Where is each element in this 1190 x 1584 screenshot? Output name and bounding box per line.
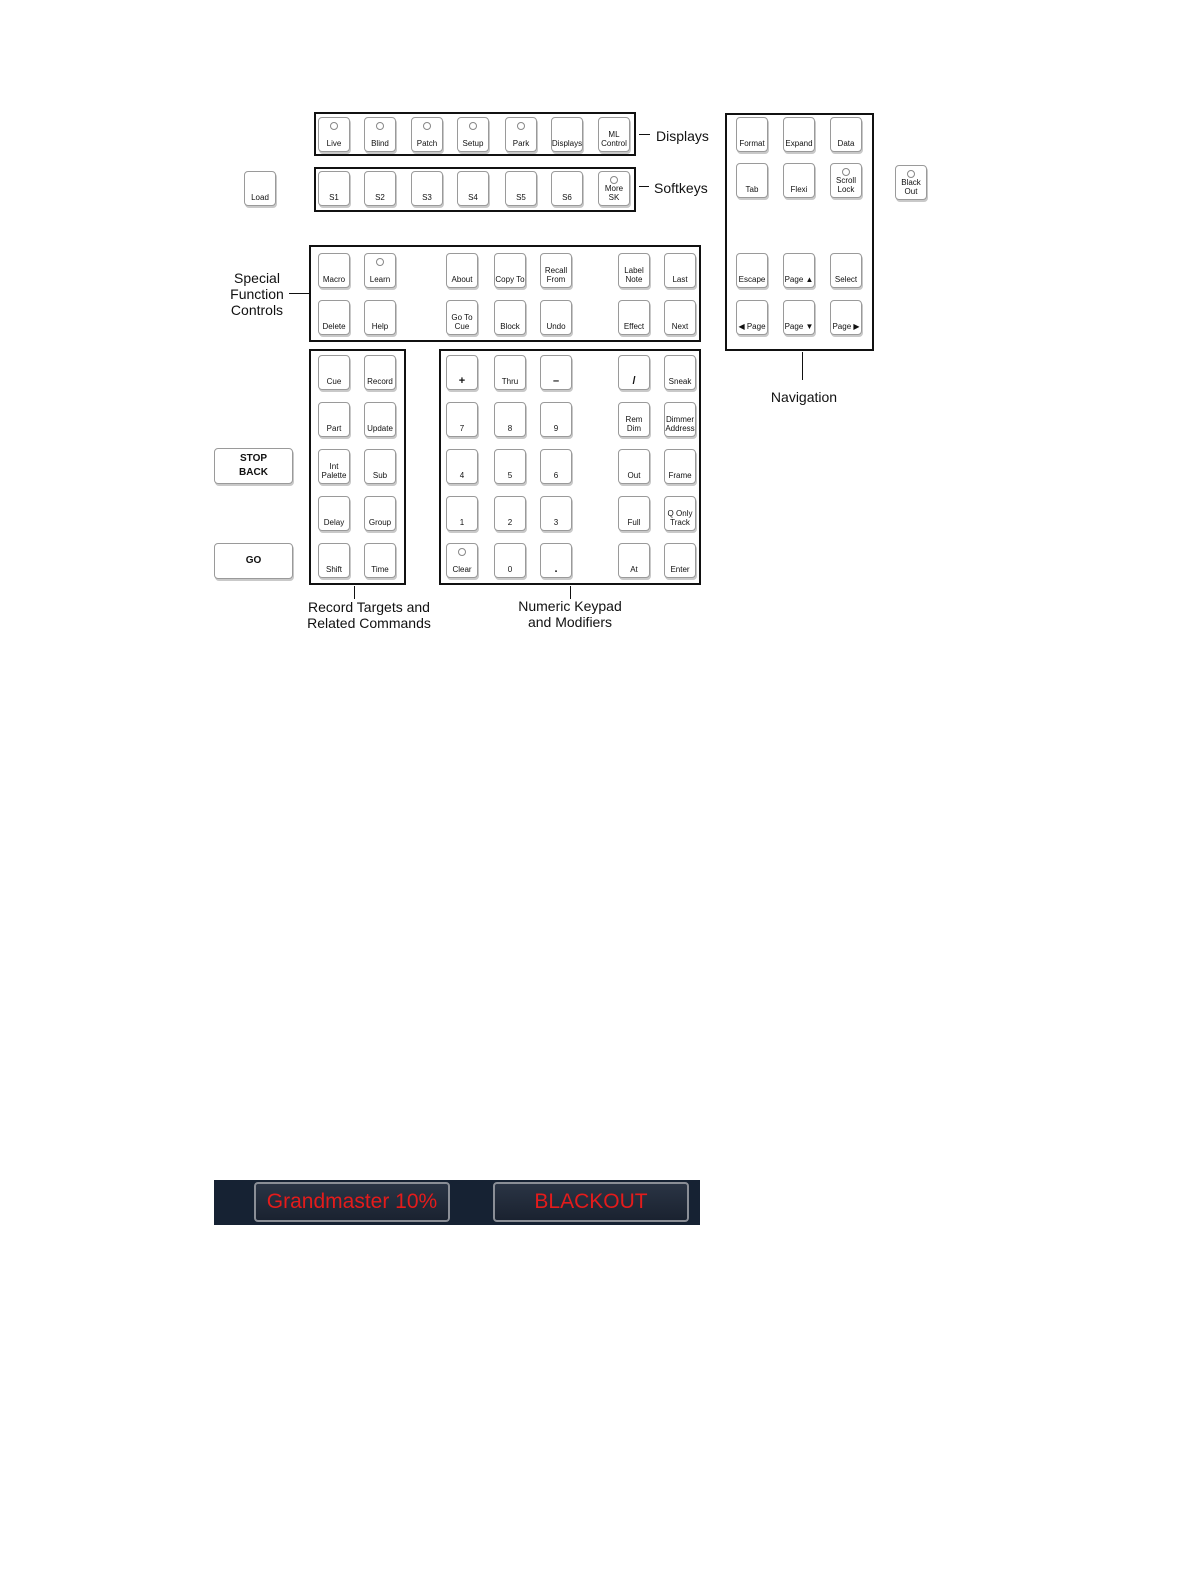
- digit-6-key[interactable]: [540, 449, 572, 484]
- key-label: 4: [459, 471, 465, 480]
- q-only-track-key[interactable]: [664, 496, 696, 531]
- decimal-point-key[interactable]: [540, 543, 572, 578]
- key-label: S2: [375, 193, 385, 202]
- softkey-s3[interactable]: [411, 171, 443, 206]
- key-label: /: [632, 375, 636, 387]
- stop-back-label: STOP BACK: [239, 453, 268, 478]
- key-label: Format: [739, 139, 765, 148]
- sub-key[interactable]: [364, 449, 396, 484]
- patch-key[interactable]: [411, 117, 443, 152]
- key-label: About: [451, 275, 473, 284]
- key-label: Macro: [322, 275, 346, 284]
- key-label: Tab: [745, 185, 759, 194]
- key-label: Undo: [546, 322, 566, 331]
- key-label: 8: [507, 424, 513, 433]
- key-label: Shift: [325, 565, 342, 574]
- live-key[interactable]: [318, 117, 350, 152]
- key-label: Page ▶: [832, 322, 860, 331]
- softkey-s5[interactable]: [505, 171, 537, 206]
- key-label: Out: [627, 471, 641, 480]
- key-label: S6: [562, 193, 572, 202]
- displays-caption: Displays: [656, 128, 709, 144]
- key-label: Last: [672, 275, 688, 284]
- key-label: Sub: [372, 471, 388, 480]
- key-label: S3: [422, 193, 432, 202]
- escape-key[interactable]: [736, 253, 768, 288]
- displays-key[interactable]: [551, 117, 583, 152]
- key-label: Flexi: [790, 185, 808, 194]
- key-label: –: [552, 375, 560, 387]
- clear-key[interactable]: [446, 543, 478, 578]
- key-label: Part: [326, 424, 342, 433]
- digit-1-key[interactable]: [446, 496, 478, 531]
- key-label: Int Palette: [321, 462, 347, 480]
- key-label: Label Note: [624, 266, 644, 284]
- black-out-led: [907, 170, 915, 178]
- key-label: +: [458, 375, 466, 387]
- digit-2-key[interactable]: [494, 496, 526, 531]
- special-function-leader-line: [289, 293, 309, 294]
- softkey-s2[interactable]: [364, 171, 396, 206]
- key-label: More SK: [604, 184, 624, 202]
- recall-from-key[interactable]: [540, 253, 572, 288]
- page-up-key[interactable]: [783, 253, 815, 288]
- navigation-caption: Navigation: [770, 389, 838, 405]
- key-label: Copy To: [495, 275, 525, 284]
- shift-key[interactable]: [318, 543, 350, 578]
- key-label: Rem Dim: [625, 415, 643, 433]
- status-bar: [214, 1180, 700, 1225]
- key-label: At: [630, 565, 638, 574]
- out-key[interactable]: [618, 449, 650, 484]
- key-label: Go To Cue: [451, 313, 473, 331]
- key-label: Page ▲: [784, 275, 814, 284]
- displays-leader-line: [639, 134, 650, 135]
- key-label: 1: [459, 518, 465, 527]
- delay-key[interactable]: [318, 496, 350, 531]
- key-label: Effect: [623, 322, 645, 331]
- record-leader-line: [354, 586, 355, 599]
- copy-to-key[interactable]: [494, 253, 526, 288]
- next-key[interactable]: [664, 300, 696, 335]
- key-label: ML Control: [601, 130, 627, 148]
- stop-back-button[interactable]: [214, 448, 293, 484]
- patch-led: [423, 122, 431, 130]
- key-label: Record: [367, 377, 393, 386]
- key-label: Clear: [452, 565, 472, 574]
- more-softkeys-key[interactable]: [598, 171, 630, 206]
- digit-5-key[interactable]: [494, 449, 526, 484]
- learn-key[interactable]: [364, 253, 396, 288]
- key-label: Next: [671, 322, 689, 331]
- key-label: .: [554, 563, 558, 575]
- key-label: Blind: [371, 139, 389, 148]
- key-label: 6: [553, 471, 559, 480]
- key-label: Dimmer Address: [665, 415, 695, 433]
- key-label: Scroll Lock: [835, 176, 856, 194]
- blind-key[interactable]: [364, 117, 396, 152]
- setup-key[interactable]: [457, 117, 489, 152]
- label-note-key[interactable]: [618, 253, 650, 288]
- key-label: Full: [627, 518, 641, 527]
- digit-0-key[interactable]: [494, 543, 526, 578]
- plus-key[interactable]: [446, 355, 478, 390]
- key-label: Page ▼: [784, 322, 814, 331]
- blind-led: [376, 122, 384, 130]
- learn-led: [376, 258, 384, 266]
- scroll-lock-key[interactable]: [830, 163, 862, 198]
- select-key[interactable]: [830, 253, 862, 288]
- key-label: Group: [368, 518, 392, 527]
- key-label: S5: [516, 193, 526, 202]
- digit-8-key[interactable]: [494, 402, 526, 437]
- update-key[interactable]: [364, 402, 396, 437]
- record-targets-caption: Record Targets and Related Commands: [307, 599, 431, 631]
- data-key[interactable]: [830, 117, 862, 152]
- key-label: Setup: [462, 139, 484, 148]
- key-label: Q Only Track: [667, 509, 693, 527]
- expand-key[interactable]: [783, 117, 815, 152]
- softkeys-caption: Softkeys: [654, 180, 708, 196]
- key-label: Expand: [785, 139, 813, 148]
- key-label: Delete: [322, 322, 346, 331]
- key-label: Load: [251, 193, 269, 202]
- tab-key[interactable]: [736, 163, 768, 198]
- key-label: Enter: [670, 565, 690, 574]
- more-sk-led: [610, 176, 618, 184]
- key-label: Time: [371, 565, 389, 574]
- key-label: Live: [326, 139, 342, 148]
- full-key[interactable]: [618, 496, 650, 531]
- time-key[interactable]: [364, 543, 396, 578]
- live-led: [330, 122, 338, 130]
- last-key[interactable]: [664, 253, 696, 288]
- record-key[interactable]: [364, 355, 396, 390]
- key-label: Escape: [738, 275, 766, 284]
- digit-4-key[interactable]: [446, 449, 478, 484]
- key-label: Thru: [501, 377, 519, 386]
- frame-key[interactable]: [664, 449, 696, 484]
- about-key[interactable]: [446, 253, 478, 288]
- cue-key[interactable]: [318, 355, 350, 390]
- go-to-cue-key[interactable]: [446, 300, 478, 335]
- key-label: Update: [367, 424, 393, 433]
- key-label: 7: [459, 424, 465, 433]
- undo-key[interactable]: [540, 300, 572, 335]
- thru-key[interactable]: [494, 355, 526, 390]
- key-label: 5: [507, 471, 513, 480]
- key-label: Black Out: [901, 178, 921, 196]
- page-down-key[interactable]: [783, 300, 815, 335]
- key-label: 2: [507, 518, 513, 527]
- grandmaster-indicator[interactable]: Grandmaster 10%: [254, 1182, 450, 1222]
- go-button[interactable]: [214, 543, 293, 579]
- blackout-indicator[interactable]: BLACKOUT: [493, 1182, 689, 1222]
- key-label: Patch: [416, 139, 438, 148]
- digit-7-key[interactable]: [446, 402, 478, 437]
- macro-key[interactable]: [318, 253, 350, 288]
- slash-key[interactable]: [618, 355, 650, 390]
- format-key[interactable]: [736, 117, 768, 152]
- park-led: [517, 122, 525, 130]
- key-label: Frame: [668, 471, 692, 480]
- key-label: Data: [837, 139, 855, 148]
- key-label: Displays: [551, 139, 583, 148]
- key-label: Help: [371, 322, 389, 331]
- go-label: GO: [245, 555, 262, 566]
- at-key[interactable]: [618, 543, 650, 578]
- key-label: 9: [553, 424, 559, 433]
- scroll-lock-led: [842, 168, 850, 176]
- key-label: S4: [468, 193, 478, 202]
- page-right-key[interactable]: [830, 300, 862, 335]
- rem-dim-key[interactable]: [618, 402, 650, 437]
- softkey-s1[interactable]: [318, 171, 350, 206]
- numeric-keypad-caption: Numeric Keypad and Modifiers: [518, 598, 622, 630]
- sneak-key[interactable]: [664, 355, 696, 390]
- dimmer-address-key[interactable]: [664, 402, 696, 437]
- minus-key[interactable]: [540, 355, 572, 390]
- help-key[interactable]: [364, 300, 396, 335]
- effect-key[interactable]: [618, 300, 650, 335]
- key-label: Sneak: [668, 377, 692, 386]
- key-label: ◀ Page: [738, 322, 766, 331]
- key-label: Delay: [323, 518, 345, 527]
- key-label: 0: [507, 565, 513, 574]
- delete-key[interactable]: [318, 300, 350, 335]
- digit-9-key[interactable]: [540, 402, 572, 437]
- key-label: Learn: [369, 275, 391, 284]
- key-label: Cue: [326, 377, 342, 386]
- key-label: Recall From: [544, 266, 568, 284]
- black-out-key[interactable]: [895, 165, 927, 200]
- setup-led: [469, 122, 477, 130]
- enter-key[interactable]: [664, 543, 696, 578]
- load-key[interactable]: [244, 171, 276, 206]
- park-key[interactable]: [505, 117, 537, 152]
- key-label: Select: [834, 275, 858, 284]
- int-palette-key[interactable]: [318, 449, 350, 484]
- flexi-key[interactable]: [783, 163, 815, 198]
- block-key[interactable]: [494, 300, 526, 335]
- softkey-s6[interactable]: [551, 171, 583, 206]
- digit-3-key[interactable]: [540, 496, 572, 531]
- page-left-key[interactable]: [736, 300, 768, 335]
- key-label: 3: [553, 518, 559, 527]
- softkey-s4[interactable]: [457, 171, 489, 206]
- special-function-caption: Special Function Controls: [230, 270, 284, 318]
- key-label: Block: [500, 322, 520, 331]
- key-label: Park: [512, 139, 530, 148]
- part-key[interactable]: [318, 402, 350, 437]
- softkeys-leader-line: [639, 186, 649, 187]
- ml-control-key[interactable]: [598, 117, 630, 152]
- key-label: S1: [329, 193, 339, 202]
- group-key[interactable]: [364, 496, 396, 531]
- clear-led: [458, 548, 466, 556]
- navigation-leader-line: [802, 352, 803, 380]
